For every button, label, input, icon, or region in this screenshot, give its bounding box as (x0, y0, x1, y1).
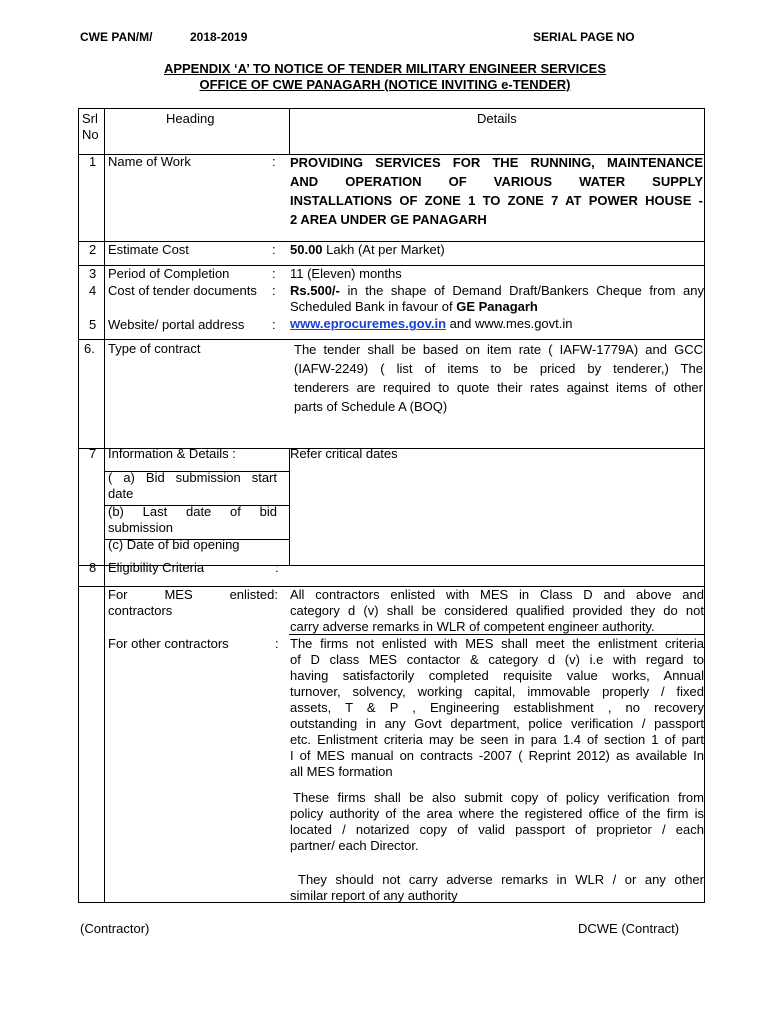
document-year: 2018-2019 (190, 30, 248, 44)
office-title: OFFICE OF CWE PANAGARH (NOTICE INVITING e-TENDER) (199, 77, 571, 92)
row-2-colon: : (272, 242, 276, 257)
row-8-heading: Eligibility Criteria (108, 560, 205, 575)
row-6-heading: Type of contract (108, 341, 201, 356)
mes-contractors-criteria: All contractors enlisted with MES in Class D and above and category d (v) shall be considered qualified provided they do not carry adverse remarks in WLR of competent engineer authority. (290, 587, 704, 634)
column-header-heading: Heading (166, 111, 215, 126)
bid-opening-date: (c) Date of bid opening (108, 537, 240, 552)
row-3-heading: Period of Completion (108, 266, 230, 281)
row-4-heading: Cost of tender documents (108, 283, 257, 298)
row-3-details: 11 (Eleven) months (290, 266, 402, 281)
bid-last-date: (b) Last date of bid submission (108, 504, 277, 535)
mes-contractors-label: For MES enlisted: contractors (108, 587, 278, 618)
row-1-details: PROVIDING SERVICES FOR THE RUNNING, MAINTENANCE AND OPERATION OF VARIOUS WATER SUPPLY INSTALLATIONS OF ZONE 1 TO ZONE 7 AT POWER HOUSE - 2 AREA UNDER GE PANAGARH (290, 155, 703, 227)
appendix-title: APPENDIX ‘A’ TO NOTICE OF TENDER MILITARY ENGINEER SERVICES (163, 61, 607, 76)
eprocure-link[interactable]: www.eprocuremes.gov.in (290, 316, 447, 331)
row-1-colon: : (272, 154, 276, 169)
row-5-details: www.eprocuremes.gov.in and www.mes.govt.in (290, 316, 573, 331)
serial-page-no: SERIAL PAGE NO (533, 30, 635, 44)
wlr-remarks-note: They should not carry adverse remarks in WLR / or any other similar report of any authority (290, 872, 704, 903)
row-3-number: 3 (89, 266, 97, 281)
row-5-heading: Website/ portal address (108, 317, 245, 332)
row-8-number: 8 (89, 560, 97, 575)
dcwe-signature-label: DCWE (Contract) (578, 921, 680, 936)
row-2-number: 2 (89, 242, 97, 257)
document-reference: CWE PAN/M/ (80, 30, 153, 44)
row-7-heading: Information & Details : (108, 446, 236, 461)
row-2-details: 50.00 Lakh (At per Market) (290, 242, 445, 257)
contractor-signature-label: (Contractor) (80, 921, 150, 936)
row-7-details: Refer critical dates (290, 446, 398, 461)
policy-verification-note: These firms shall be also submit copy of policy verification from policy authority of the area where the registered office of the firm is located / notarized copy of valid passport of proprietor / each partner/ each Director. (290, 790, 704, 853)
column-header-srl: Srl No (82, 111, 99, 142)
bid-submission-start: ( a) Bid submission start date (108, 470, 277, 501)
row-4-number: 4 (89, 283, 97, 298)
other-contractors-label: For other contractors (108, 636, 229, 651)
row-5-number: 5 (89, 317, 97, 332)
row-4-colon: : (272, 283, 276, 298)
row-4-details: Rs.500/- in the shape of Demand Draft/Bankers Cheque from any Scheduled Bank in favour of GE Panagarh (290, 283, 704, 314)
other-contractors-criteria: The firms not enlisted with MES shall meet the enlistment criteria of D class MES contactor & category d (v) i.e with regard to having satisfactorily completed requisite value works, Annual turnover, solvency, working capital, immovable properly / fixed assets, T & P , Engineering establishment , no recovery outstanding in any Govt department, police verification / passport etc. Enlistment criteria may be seen in para 1.4 of section 1 of part I of MES manual on contracts -2007 ( Reprint 2012) as available In all MES formation (290, 636, 704, 779)
row-3-colon: : (272, 266, 276, 281)
column-header-details: Details (477, 111, 517, 126)
row-7-number: 7 (89, 446, 97, 461)
row-6-details: The tender shall be based on item rate ( IAFW-1779A) and GCC (IAFW-2249) ( list of items to be priced by tenderer,) The tenderers are required to quote their rates against items of other parts of Schedule A (BOQ) (294, 342, 703, 414)
row-1-heading: Name of Work (108, 154, 191, 169)
row-5-colon: : (272, 317, 276, 332)
row-2-heading: Estimate Cost (108, 242, 189, 257)
other-contractors-colon: : (275, 636, 279, 651)
row-1-number: 1 (89, 154, 97, 169)
row-6-number: 6. (84, 341, 95, 356)
row-8-colon: : (275, 560, 279, 575)
